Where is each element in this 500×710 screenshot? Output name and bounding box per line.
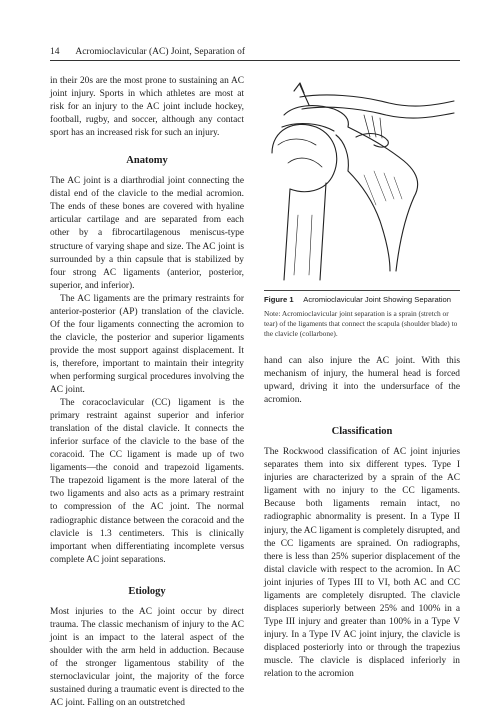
classification-paragraph-1: The Rockwood classification of AC joint injuries separates them into six different types. Type I injuries are characterized by a sprain of the AC ligament with no injury to the CC ligaments. Because both ligaments remain intact, no radiographic abnormality is present. In a Type II injury, the AC ligament is completely disrupted, and the CC ligaments are sprained. On radiographs, there is less than 25% superior displacement of the distal clavicle with respect to the acromion. In AC joint injuries of Types III to VI, both AC and CC ligaments are completely disrupted. The clavicle displaces superiorly between 25% and 100% in a Type III injury and greater than 100% in a Type V injury. In a Type IV AC joint injury, the clavicle is displaced posteriorly into or through the trapezius muscle. The clavicle is displaced inferiorly in relation to the acromion xyxy=(264,447,460,680)
figure-number: Figure 1 xyxy=(264,295,294,304)
figure-caption xyxy=(264,290,460,339)
classification-heading: Classification xyxy=(331,426,393,438)
running-title: Acromioclavicular (AC) Joint, Separation of xyxy=(75,47,245,57)
left-column xyxy=(50,75,244,710)
figure-title: Acromioclavicular Joint Showing Separation xyxy=(303,295,451,304)
anatomy-heading: Anatomy xyxy=(126,155,168,167)
figure-label xyxy=(264,290,460,304)
shoulder-illustration xyxy=(264,75,460,285)
etiology-paragraph-1: Most injuries to the AC joint occur by direct trauma. The classic mechanism of injury to the AC joint is an impact to the lateral aspect of the shoulder with the arm held in adduction. Because of the stronger ligamentous stability of the sternoclavicular joint, the majority of the force sustained during a traumatic event is directed to the AC joint. Falling on an outstretched xyxy=(50,606,244,709)
page-number: 14 xyxy=(50,47,60,57)
anatomy-paragraph-3: The coracoclavicular (CC) ligament is the primary restraint against superior and inferior translation of the distal clavicle. It connects the inferior surface of the clavicle to the base of the coracoid. The CC ligament is made up of two ligaments—the conoid and trapezoid ligaments. The trapezoid ligament is the more lateral of the two ligaments and also acts as a primary restraint to compression of the AC joint. The normal radiographic distance between the coracoid and the clavicle is 1.3 centimeters. This is clinically important when differentiating incomplete versus complete AC joint separations. xyxy=(50,398,244,565)
shoulder-joint-drawing xyxy=(264,75,460,285)
figure-note: Note: Acromioclavicular joint separation is a sprain (stretch or tear) of the ligaments that connect the scapula (shoulder blade) to the clavicle (collarbone). xyxy=(264,309,458,338)
anatomy-paragraph-1: The AC joint is a diarthrodial joint connecting the distal end of the clavicle to the medial acromion. The ends of these bones are covered with hyaline articular cartilage and are separated from each other by a fibrocartilagenous meniscus-type structure of varying shape and size. The AC joint is surrounded by a thin capsule that is stabilized by four strong AC ligaments (anterior, posterior, superior, and inferior). xyxy=(50,176,244,291)
intro-paragraph: in their 20s are the most prone to sustaining an AC joint injury. Sports in which athletes are most at risk for an injury to the AC joint include hockey, football, rugby, and soccer, although any contact sport has an increased risk for such an injury. xyxy=(50,76,244,139)
right-column xyxy=(264,355,460,681)
continuation-paragraph: hand can also injure the AC joint. With this mechanism of injury, the humeral head is forced upward, driving it into the undersurface of the acromion. xyxy=(264,356,460,406)
running-header xyxy=(50,47,460,61)
etiology-heading: Etiology xyxy=(128,585,166,597)
anatomy-paragraph-2: The AC ligaments are the primary restraints for anterior-posterior (AP) translation of the clavicle. Of the four ligaments connecting the acromion to the clavicle, the posterior and superior ligaments provide the most support against displacement. It is, therefore, important to maintain their integrity when performing surgical procedures involving the AC joint. xyxy=(50,293,244,396)
